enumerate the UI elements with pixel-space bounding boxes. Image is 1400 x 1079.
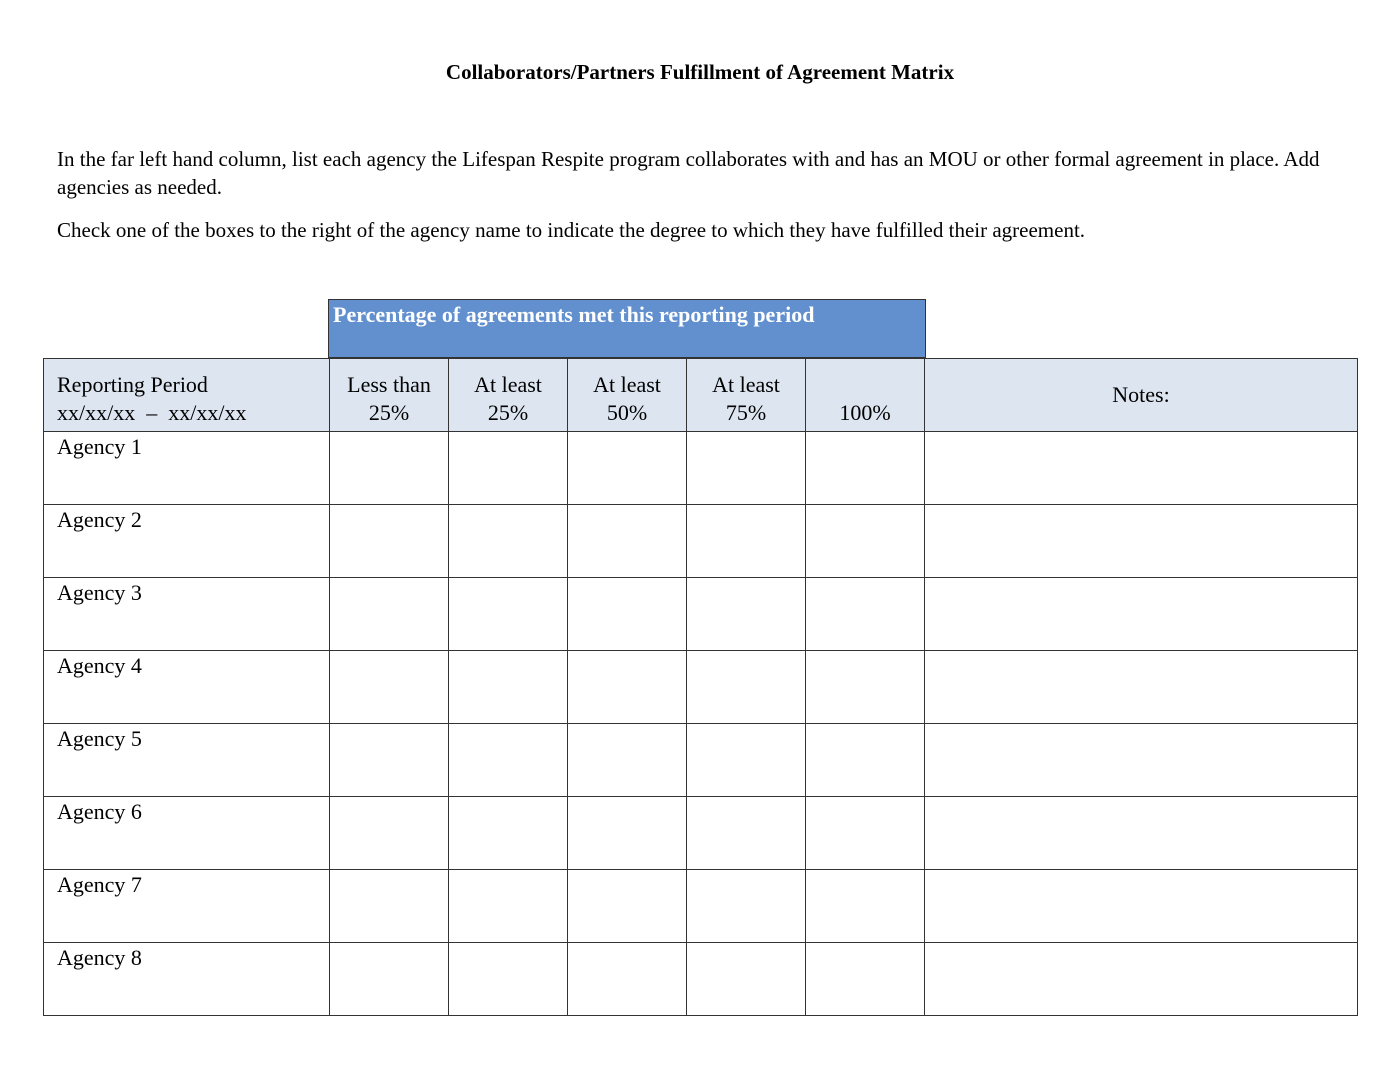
checkbox-cell[interactable] [330,578,449,651]
checkbox-cell[interactable] [687,943,806,1016]
reporting-period-header [44,359,330,432]
checkbox-cell[interactable] [568,578,687,651]
checkbox-cell[interactable] [330,651,449,724]
table-row [44,870,1358,943]
checkbox-cell[interactable] [687,797,806,870]
agency-name-cell[interactable]: Agency 7 [44,870,330,943]
table-row [44,943,1358,1016]
checkbox-cell[interactable] [449,724,568,797]
agency-name-cell[interactable]: Agency 4 [44,651,330,724]
checkbox-cell[interactable] [330,797,449,870]
checkbox-cell[interactable] [449,870,568,943]
checkbox-cell[interactable] [568,797,687,870]
reporting-period-label: Reporting Period [57,372,208,397]
checkbox-cell[interactable] [330,943,449,1016]
checkbox-cell[interactable] [806,651,925,724]
agency-name-cell[interactable]: Agency 6 [44,797,330,870]
checkbox-cell[interactable] [687,651,806,724]
checkbox-cell[interactable] [687,724,806,797]
col-header-at-least-75: At least 75% [687,359,806,432]
document-title: Collaborators/Partners Fulfillment of Agreement Matrix [445,60,955,84]
notes-cell[interactable] [925,724,1358,797]
checkbox-cell[interactable] [806,432,925,505]
checkbox-cell[interactable] [449,578,568,651]
checkbox-cell[interactable] [568,432,687,505]
notes-cell[interactable] [925,432,1358,505]
agency-name-cell[interactable]: Agency 8 [44,943,330,1016]
checkbox-cell[interactable] [687,432,806,505]
col-header-less-than-25: Less than 25% [330,359,449,432]
notes-cell[interactable] [925,578,1358,651]
notes-cell[interactable] [925,797,1358,870]
agency-name-cell[interactable]: Agency 1 [44,432,330,505]
checkbox-cell[interactable] [330,724,449,797]
notes-header: Notes: [925,359,1358,432]
checkbox-cell[interactable] [806,943,925,1016]
checkbox-cell[interactable] [687,870,806,943]
checkbox-cell[interactable] [568,943,687,1016]
instruction-paragraph-1: In the far left hand column, list each agency the Lifespan Respite program collaborates with and has an MOU or other formal agreement in place. Add agencies as needed. [57,147,1320,199]
table-row [44,797,1358,870]
checkbox-cell[interactable] [687,578,806,651]
checkbox-cell[interactable] [806,578,925,651]
checkbox-cell[interactable] [806,505,925,578]
checkbox-cell[interactable] [449,651,568,724]
col-header-100: 100% [806,359,925,432]
checkbox-cell[interactable] [806,724,925,797]
checkbox-cell[interactable] [568,724,687,797]
notes-cell[interactable] [925,651,1358,724]
agency-name-cell[interactable]: Agency 3 [44,578,330,651]
checkbox-cell[interactable] [449,505,568,578]
notes-cell[interactable] [925,505,1358,578]
table-row [44,505,1358,578]
table-row [44,432,1358,505]
checkbox-cell[interactable] [568,651,687,724]
checkbox-cell[interactable] [449,943,568,1016]
notes-cell[interactable] [925,870,1358,943]
col-header-at-least-50: At least 50% [568,359,687,432]
agreement-matrix-table [43,358,1358,1016]
reporting-period-range: xx/xx/xx – xx/xx/xx [57,400,247,425]
checkbox-cell[interactable] [806,797,925,870]
header-row [44,359,1358,432]
table-row [44,578,1358,651]
agency-name-cell[interactable]: Agency 5 [44,724,330,797]
checkbox-cell[interactable] [568,505,687,578]
checkbox-cell[interactable] [687,505,806,578]
checkbox-cell[interactable] [330,432,449,505]
notes-cell[interactable] [925,943,1358,1016]
checkbox-cell[interactable] [806,870,925,943]
agency-name-cell[interactable]: Agency 2 [44,505,330,578]
col-header-at-least-25: At least 25% [449,359,568,432]
checkbox-cell[interactable] [568,870,687,943]
checkbox-cell[interactable] [330,870,449,943]
instruction-paragraph-2: Check one of the boxes to the right of the agency name to indicate the degree to which they have fulfilled their agreement. [57,218,1086,242]
percentage-group-header: Percentage of agreements met this reporting period [328,299,926,358]
table-row [44,724,1358,797]
checkbox-cell[interactable] [330,505,449,578]
table-row [44,651,1358,724]
checkbox-cell[interactable] [449,797,568,870]
checkbox-cell[interactable] [449,432,568,505]
